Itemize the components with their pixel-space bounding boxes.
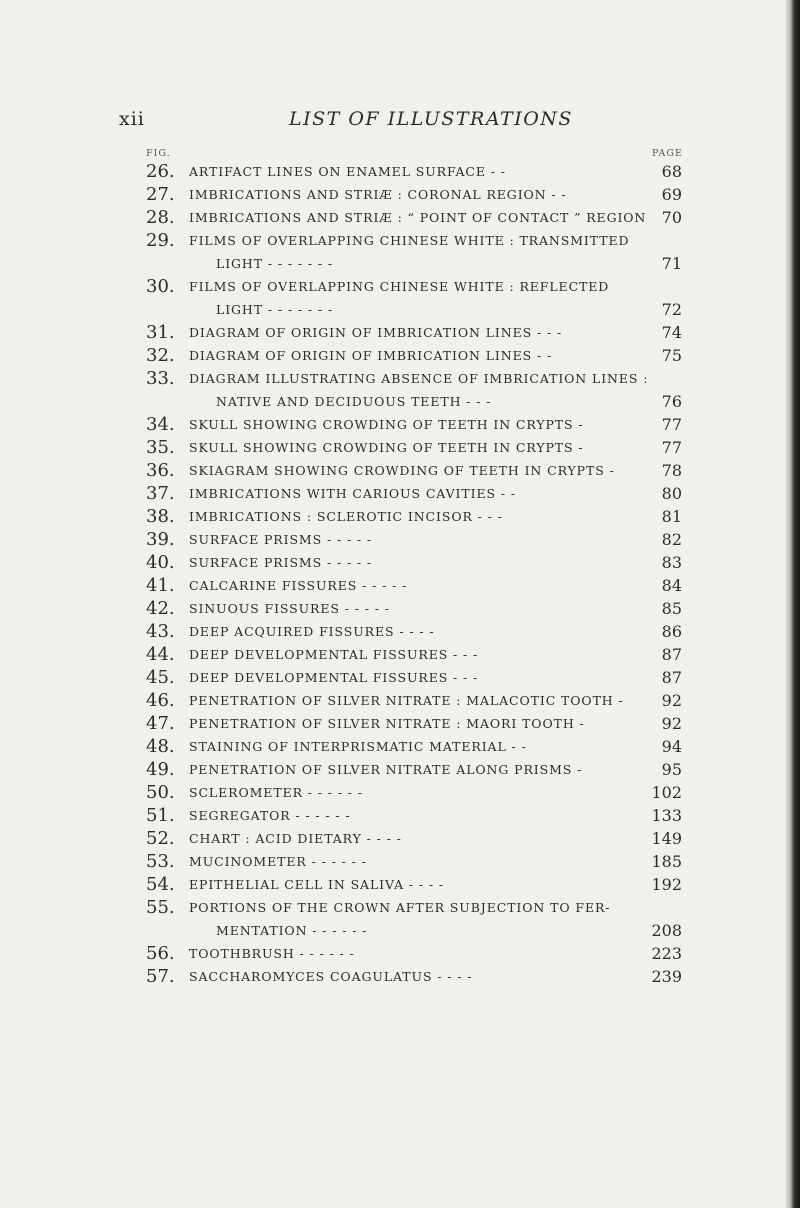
page-column-head: PAGE [652, 148, 683, 159]
figure-title: SURFACE PRISMS - - - - - [189, 555, 373, 570]
page-number: 95 [661, 760, 682, 779]
list-item [0, 666, 800, 689]
figure-title: STAINING OF INTERPRISMATIC MATERIAL - - [189, 739, 527, 754]
list-item [0, 459, 800, 482]
figure-number: 40. [146, 552, 175, 573]
figure-number: 34. [146, 414, 175, 435]
figure-title: LIGHT - - - - - - - [216, 256, 333, 271]
page-header [0, 108, 800, 138]
figure-number: 43. [146, 621, 175, 642]
figure-title: SKULL SHOWING CROWDING OF TEETH IN CRYPTS - [189, 440, 584, 455]
list-item [0, 597, 800, 620]
fig-column-head: FIG. [146, 148, 171, 159]
list-item [0, 712, 800, 735]
list-item [0, 574, 800, 597]
page-number: 192 [651, 875, 682, 894]
figure-title: CALCARINE FISSURES - - - - - [189, 578, 408, 593]
page-number: 76 [661, 392, 682, 411]
list-item [0, 942, 800, 965]
list-item [0, 275, 800, 298]
list-item [0, 298, 800, 321]
figure-title: IMBRICATIONS AND STRIÆ : “ POINT OF CONTACT ” REGION [189, 210, 647, 225]
figure-title: DEEP DEVELOPMENTAL FISSURES - - - [189, 670, 479, 685]
figure-number: 37. [146, 483, 175, 504]
figure-title: FILMS OF OVERLAPPING CHINESE WHITE : TRANSMITTED [189, 233, 630, 248]
figure-number: 50. [146, 782, 175, 803]
page-number: 82 [661, 530, 682, 549]
figure-number: 36. [146, 460, 175, 481]
figure-title: DIAGRAM OF ORIGIN OF IMBRICATION LINES - - [189, 348, 553, 363]
figure-number: 32. [146, 345, 175, 366]
page-number: 74 [661, 323, 682, 342]
list-item [0, 482, 800, 505]
figure-title: ARTIFACT LINES ON ENAMEL SURFACE - - [189, 164, 506, 179]
page-number: 94 [661, 737, 682, 756]
page-number: 102 [651, 783, 682, 802]
page-number: 239 [651, 967, 682, 986]
figure-title: EPITHELIAL CELL IN SALIVA - - - - [189, 877, 445, 892]
page-number: 75 [661, 346, 682, 365]
page-folio: xii [119, 108, 145, 130]
figure-number: 53. [146, 851, 175, 872]
list-item [0, 528, 800, 551]
page-number: 83 [661, 553, 682, 572]
list-item [0, 390, 800, 413]
figure-title: DIAGRAM OF ORIGIN OF IMBRICATION LINES - - - [189, 325, 563, 340]
list-item [0, 758, 800, 781]
list-item [0, 643, 800, 666]
page-number: 70 [661, 208, 682, 227]
figure-number: 33. [146, 368, 175, 389]
page-number: 92 [661, 691, 682, 710]
page-number: 92 [661, 714, 682, 733]
list-item [0, 367, 800, 390]
list-item [0, 827, 800, 850]
figure-title: SCLEROMETER - - - - - - [189, 785, 363, 800]
running-title: LIST OF ILLUSTRATIONS [289, 108, 573, 130]
page-number: 77 [661, 415, 682, 434]
list-item [0, 229, 800, 252]
list-item [0, 344, 800, 367]
figure-number: 29. [146, 230, 175, 251]
list-item [0, 850, 800, 873]
figure-number: 49. [146, 759, 175, 780]
page-number: 84 [661, 576, 682, 595]
figure-title: DEEP ACQUIRED FISSURES - - - - [189, 624, 435, 639]
list-item [0, 160, 800, 183]
list-item [0, 183, 800, 206]
figure-title: CHART : ACID DIETARY - - - - [189, 831, 402, 846]
illustration-list [0, 160, 800, 988]
figure-title: SURFACE PRISMS - - - - - [189, 532, 373, 547]
figure-number: 28. [146, 207, 175, 228]
list-item [0, 321, 800, 344]
page-number: 133 [651, 806, 682, 825]
figure-number: 35. [146, 437, 175, 458]
figure-number: 42. [146, 598, 175, 619]
page-number: 78 [661, 461, 682, 480]
page-number: 223 [651, 944, 682, 963]
page-number: 68 [661, 162, 682, 181]
figure-title: IMBRICATIONS AND STRIÆ : CORONAL REGION - - [189, 187, 567, 202]
page-number: 87 [661, 645, 682, 664]
figure-title: NATIVE AND DECIDUOUS TEETH - - - [216, 394, 492, 409]
figure-number: 57. [146, 966, 175, 987]
figure-number: 55. [146, 897, 175, 918]
list-item [0, 413, 800, 436]
list-item [0, 436, 800, 459]
figure-number: 56. [146, 943, 175, 964]
page-number: 86 [661, 622, 682, 641]
figure-number: 45. [146, 667, 175, 688]
page-number: 80 [661, 484, 682, 503]
figure-number: 52. [146, 828, 175, 849]
figure-title: PORTIONS OF THE CROWN AFTER SUBJECTION TO FER- [189, 900, 611, 915]
figure-number: 48. [146, 736, 175, 757]
figure-number: 44. [146, 644, 175, 665]
figure-number: 31. [146, 322, 175, 343]
figure-number: 26. [146, 161, 175, 182]
list-item [0, 873, 800, 896]
figure-title: PENETRATION OF SILVER NITRATE ALONG PRISMS - [189, 762, 583, 777]
page-number: 72 [661, 300, 682, 319]
page-number: 87 [661, 668, 682, 687]
list-item [0, 735, 800, 758]
list-item [0, 620, 800, 643]
figure-number: 30. [146, 276, 175, 297]
figure-title: SEGREGATOR - - - - - - [189, 808, 351, 823]
page-number: 81 [661, 507, 682, 526]
page-number: 71 [661, 254, 682, 273]
figure-title: FILMS OF OVERLAPPING CHINESE WHITE : REFLECTED [189, 279, 610, 294]
figure-number: 41. [146, 575, 175, 596]
list-item [0, 896, 800, 919]
figure-number: 46. [146, 690, 175, 711]
figure-title: MENTATION - - - - - - [216, 923, 368, 938]
list-item [0, 689, 800, 712]
figure-title: IMBRICATIONS : SCLEROTIC INCISOR - - - [189, 509, 503, 524]
page-number: 85 [661, 599, 682, 618]
list-item [0, 206, 800, 229]
figure-number: 47. [146, 713, 175, 734]
figure-title: DIAGRAM ILLUSTRATING ABSENCE OF IMBRICATION LINES : [189, 371, 649, 386]
figure-title: DEEP DEVELOPMENTAL FISSURES - - - [189, 647, 479, 662]
list-item [0, 551, 800, 574]
page-number: 77 [661, 438, 682, 457]
figure-title: TOOTHBRUSH - - - - - - [189, 946, 355, 961]
page-number: 149 [651, 829, 682, 848]
figure-number: 39. [146, 529, 175, 550]
figure-title: LIGHT - - - - - - - [216, 302, 333, 317]
figure-title: MUCINOMETER - - - - - - [189, 854, 367, 869]
page-binding-edge [786, 0, 800, 1208]
figure-number: 51. [146, 805, 175, 826]
figure-number: 38. [146, 506, 175, 527]
figure-title: PENETRATION OF SILVER NITRATE : MAORI TOOTH - [189, 716, 585, 731]
figure-title: SKULL SHOWING CROWDING OF TEETH IN CRYPTS - [189, 417, 584, 432]
figure-number: 27. [146, 184, 175, 205]
list-item [0, 804, 800, 827]
figure-title: PENETRATION OF SILVER NITRATE : MALACOTIC TOOTH - [189, 693, 624, 708]
list-item [0, 965, 800, 988]
figure-title: IMBRICATIONS WITH CARIOUS CAVITIES - - [189, 486, 516, 501]
page-number: 208 [651, 921, 682, 940]
list-item [0, 781, 800, 804]
figure-title: SINUOUS FISSURES - - - - - [189, 601, 390, 616]
page-number: 185 [651, 852, 682, 871]
list-item [0, 919, 800, 942]
list-item [0, 252, 800, 275]
figure-title: SACCHAROMYCES COAGULATUS - - - - [189, 969, 473, 984]
figure-title: SKIAGRAM SHOWING CROWDING OF TEETH IN CRYPTS - [189, 463, 615, 478]
page-number: 69 [661, 185, 682, 204]
list-item [0, 505, 800, 528]
figure-number: 54. [146, 874, 175, 895]
